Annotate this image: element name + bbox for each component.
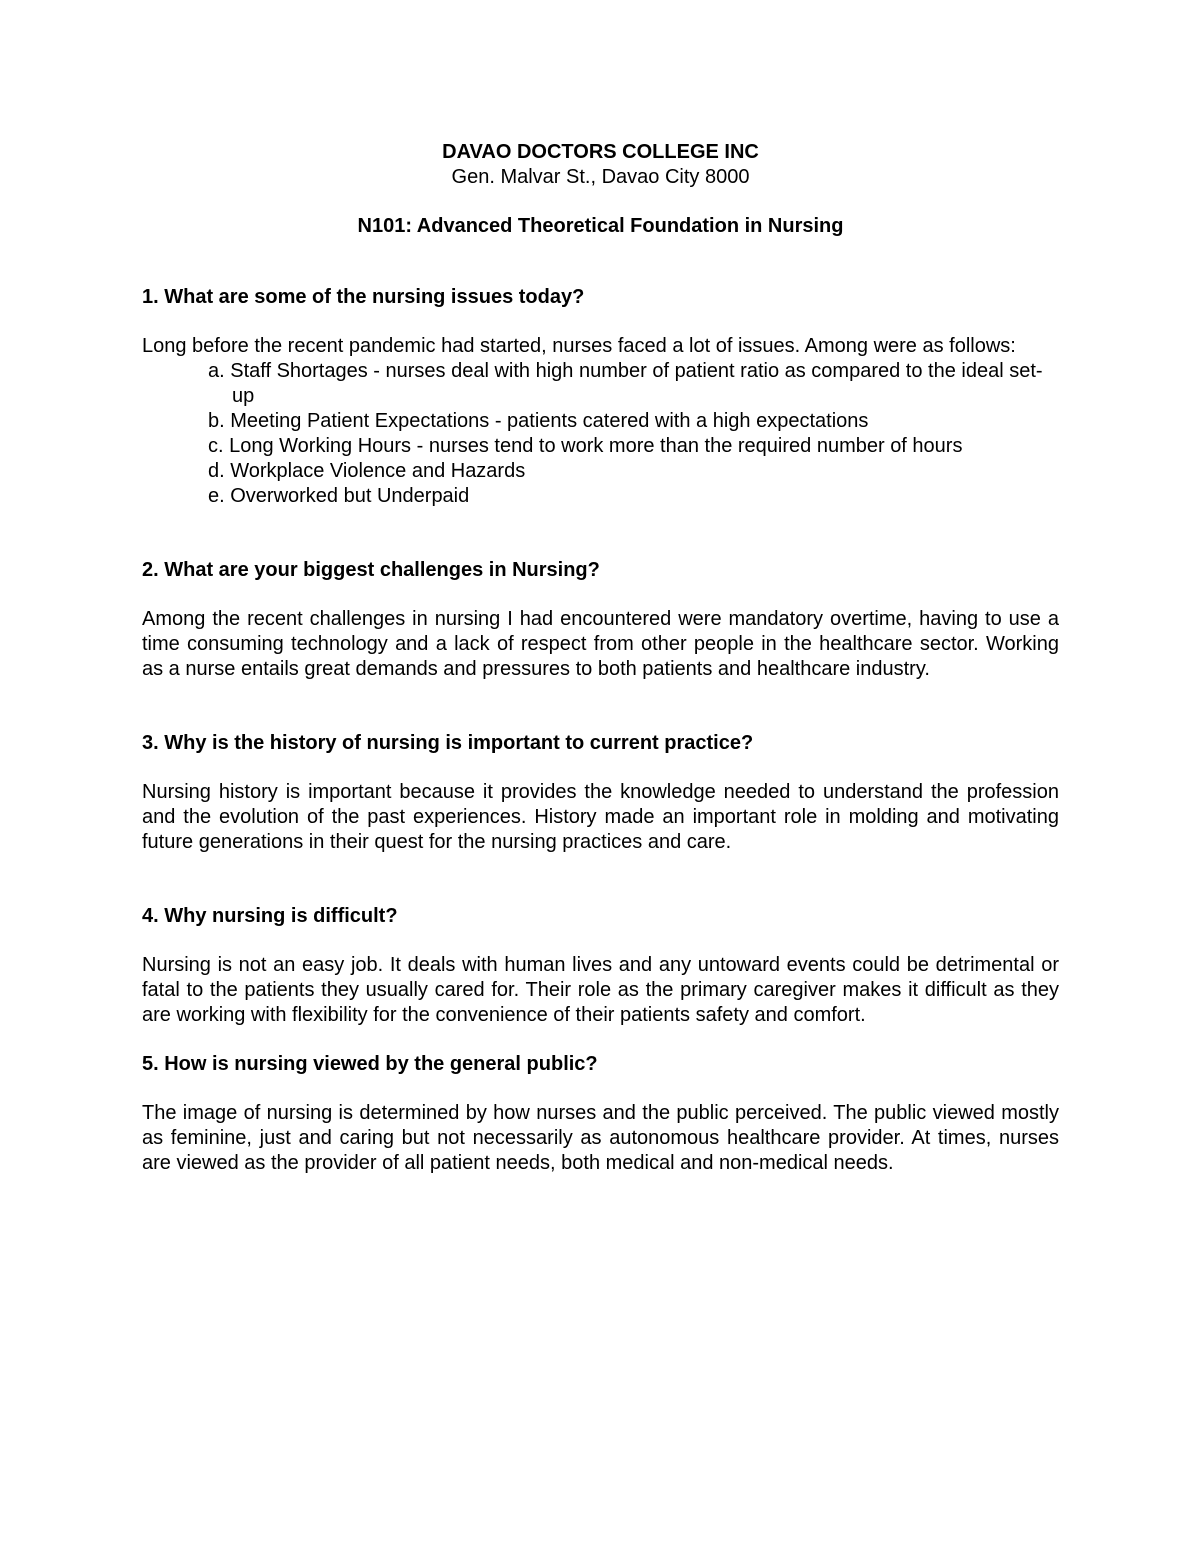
document-page — [142, 140, 1059, 1176]
question-heading: 3. Why is the history of nursing is important to current practice? — [142, 732, 754, 754]
question-section-3 — [142, 731, 1059, 855]
answer-paragraph: Among the recent challenges in nursing I had encountered were mandatory overtime, having to use a time consuming technology and a lack of respect from other people in the healthcare sector. Working as a nurse entails great demands and pressures to both patients and healthcare industry. — [142, 608, 1059, 680]
list-item: e. Overworked but Underpaid — [208, 485, 470, 507]
answer-paragraph: Nursing history is important because it provides the knowledge needed to understand the profession and the evolution of the past experiences. History made an important role in molding and motivating future generations in their quest for the nursing practices and care. — [142, 781, 1059, 853]
question-section-4 — [142, 904, 1059, 1028]
list-item: b. Meeting Patient Expectations - patients catered with a high expectations — [208, 410, 869, 432]
answer-paragraph: The image of nursing is determined by how nurses and the public perceived. The public viewed mostly as feminine, just and caring but not necessarily as autonomous healthcare provider. At times, nurses are viewed as the provider of all patient needs, both medical and non-medical needs. — [142, 1102, 1059, 1174]
question-section-1 — [142, 285, 1059, 509]
question-heading: 5. How is nursing viewed by the general public? — [142, 1053, 598, 1075]
question-heading: 4. Why nursing is difficult? — [142, 905, 398, 927]
answer-paragraph: Nursing is not an easy job. It deals with human lives and any untoward events could be detrimental or fatal to the patients they usually cared for. Their role as the primary caregiver makes it difficult as they are working with flexibility for the convenience of their patients safety and comfort. — [142, 954, 1059, 1026]
issues-list — [142, 359, 1059, 509]
answer-paragraph: Long before the recent pandemic had started, nurses faced a lot of issues. Among were as follows: — [142, 335, 1016, 357]
question-heading: 2. What are your biggest challenges in Nursing? — [142, 559, 600, 581]
school-name: DAVAO DOCTORS COLLEGE INC — [442, 141, 759, 163]
school-address: Gen. Malvar St., Davao City 8000 — [451, 166, 750, 188]
document-header — [142, 140, 1059, 239]
list-item: d. Workplace Violence and Hazards — [208, 460, 526, 482]
list-item: a. Staff Shortages - nurses deal with high number of patient ratio as compared to the ideal set-up — [208, 360, 1043, 407]
question-section-5 — [142, 1052, 1059, 1176]
question-section-2 — [142, 558, 1059, 682]
course-title: N101: Advanced Theoretical Foundation in Nursing — [357, 215, 844, 237]
question-heading: 1. What are some of the nursing issues today? — [142, 286, 585, 308]
list-item: c. Long Working Hours - nurses tend to work more than the required number of hours — [208, 435, 963, 457]
